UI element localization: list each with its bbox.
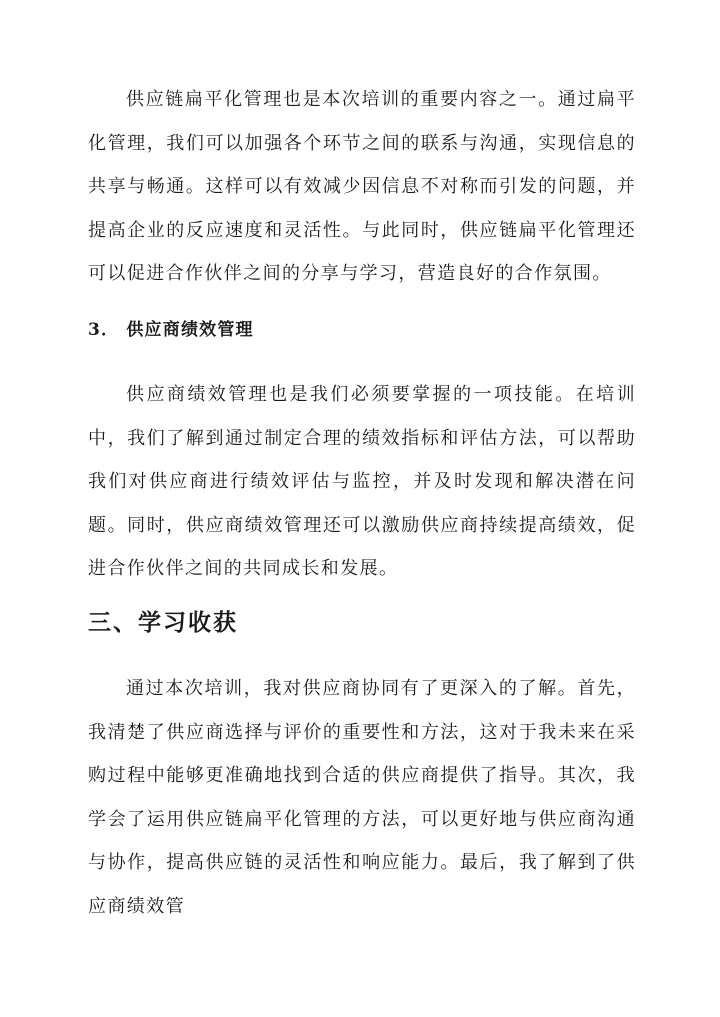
subheading-supplier-performance-management: 3． 供应商绩效管理	[88, 320, 254, 340]
section-heading-learning-gains: 三、学习收获	[88, 609, 238, 636]
paragraph-supply-chain-flat-management: 供应链扁平化管理也是本次培训的重要内容之一。通过扁平化管理，我们可以加强各个环节之间的联系与沟通，实现信息的共享与畅通。这样可以有效减少因信息不对称而引发的问题，并提高企业的反应速度和灵活性。与此同时，供应链扁平化管理还可以促进合作伙伴之间的分享与学习，营造良好的合作氛围。	[88, 89, 636, 284]
paragraph-supplier-performance: 供应商绩效管理也是我们必须要掌握的一项技能。在培训中，我们了解到通过制定合理的绩效指标和评估方法，可以帮助我们对供应商进行绩效评估与监控，并及时发现和解决潜在问题。同时，供应商绩效管理还可以激励供应商持续提高绩效，促进合作伙伴之间的共同成长和发展。	[88, 384, 636, 579]
paragraph-learning-gains: 通过本次培训，我对供应商协同有了更深入的了解。首先，我清楚了供应商选择与评价的重要性和方法，这对于我未来在采购过程中能够更准确地找到合适的供应商提供了指导。其次，我学会了运用供应链扁平化管理的方法，可以更好地与供应商沟通与协作，提高供应链的灵活性和响应能力。最后，我了解到了供应商绩效管	[88, 678, 636, 917]
